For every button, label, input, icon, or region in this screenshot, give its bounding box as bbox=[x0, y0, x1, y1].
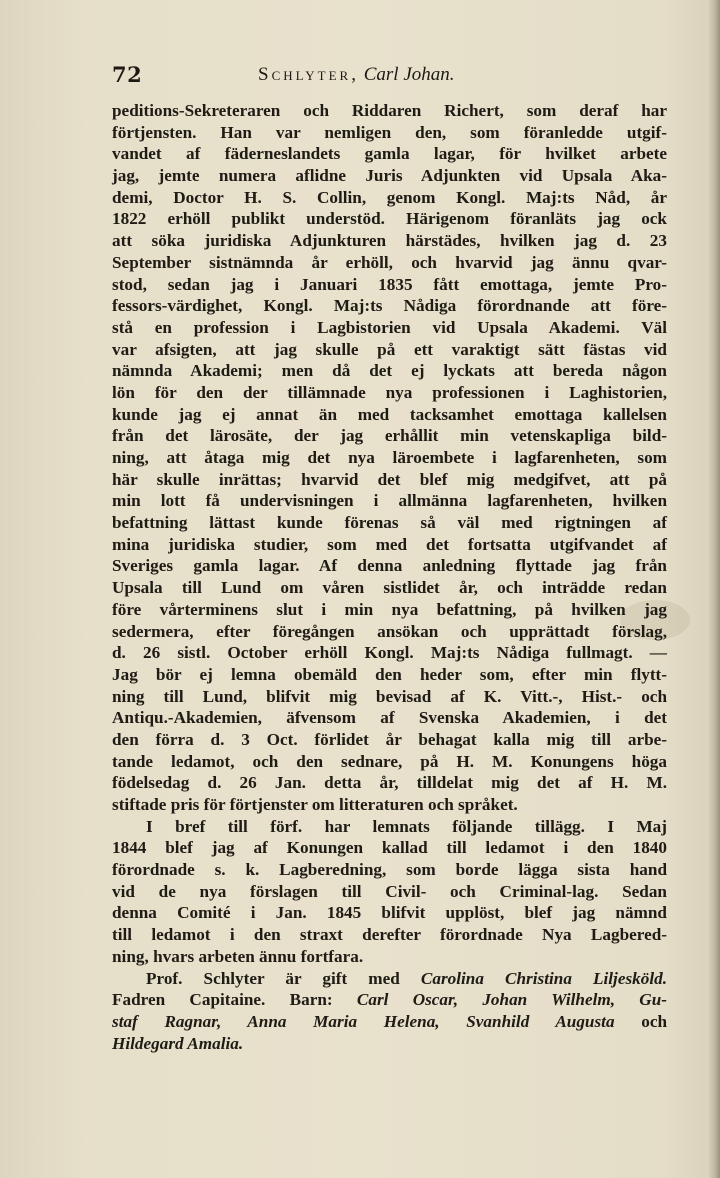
family-line bbox=[112, 1011, 667, 1033]
addendum-line: ning, hvars arbeten ännu fortfara. bbox=[112, 946, 364, 966]
body-text bbox=[112, 100, 667, 1054]
text-line: ning till Lund, blifvit mig bevisad af K. Vitt.-, Hist.- och bbox=[112, 686, 667, 706]
text-line: min lott få undervisningen i allmänna lagfarenheten, hvilken bbox=[112, 491, 667, 511]
addendum-line: 1844 blef jag af Konungen kallad till ledamot i den 1840 bbox=[112, 838, 667, 858]
text-line: Sveriges gamla lagar. Af denna anledning flyttade jag från bbox=[112, 556, 667, 576]
text-line: demi, Doctor H. S. Collin, genom Kongl. Maj:ts Nåd, år bbox=[112, 187, 667, 207]
running-title-given-name: Carl Johan. bbox=[363, 64, 455, 85]
text-line: 1822 erhöll publikt understöd. Härigenom föranläts jag ock bbox=[112, 209, 667, 229]
text-line: den förra d. 3 Oct. förlidet år behagat kalla mig till arbe- bbox=[112, 729, 667, 749]
family-line bbox=[112, 989, 667, 1011]
text-line: Upsala till Lund om våren sistlidet år, och inträdde redan bbox=[112, 578, 667, 598]
text-line: tande ledamot, och den sednare, på H. M. Konungens höga bbox=[112, 751, 667, 771]
text-line: här skulle inrättas; hvarvid det blef mig medgifvet, att på bbox=[112, 469, 667, 489]
text-line: stå en profession i Lagbistorien vid Upsala Akademi. Väl bbox=[112, 317, 667, 337]
text-line: jag, jemte numera aflidne Juris Adjunkten vid Upsala Aka- bbox=[112, 166, 667, 186]
text-line: ning, att åtaga mig det nya läroembete i lagfarenheten, som bbox=[112, 448, 667, 467]
text-line: att söka juridiska Adjunkturen härstädes, hvilken jag d. 23 bbox=[112, 231, 667, 251]
conjunction: och bbox=[641, 1011, 667, 1031]
text-line: var afsigten, att jag skulle på ett varaktigt sätt fästas vid bbox=[112, 339, 667, 359]
children-names: staf Ragnar, Anna Maria Helena, Svanhild Augusta bbox=[112, 1011, 615, 1031]
running-title bbox=[258, 64, 455, 86]
addendum-line: vid de nya förslagen till Civil- och Criminal-lag. Sedan bbox=[112, 881, 667, 901]
running-header bbox=[112, 62, 612, 90]
text-line: stiftade pris för förtjenster om litteraturen och språket. bbox=[112, 795, 518, 814]
addendum-line: denna Comité i Jan. 1845 blifvit upplöst, blef jag nämnd bbox=[112, 903, 667, 923]
text-line: födelsedag d. 26 Jan. detta år, tilldelat mig det af H. M. bbox=[112, 773, 667, 793]
page-edge-shadow bbox=[708, 0, 720, 1178]
text-line: September sistnämnda år erhöll, och hvarvid jag ännu qvar- bbox=[112, 252, 667, 272]
addendum-line: I bref till förf. har lemnats följande tillägg. I Maj bbox=[146, 816, 667, 836]
text-line: Jag bör ej lemna obemäld den heder som, efter min flytt- bbox=[112, 664, 667, 684]
text-line: före vårterminens slut i min nya befattning, på hvilken jag bbox=[112, 599, 667, 619]
wife-name: Carolina Christina Liljesköld. bbox=[420, 968, 668, 988]
text-line: peditions-Sekreteraren och Riddaren Richert, som deraf har bbox=[112, 101, 667, 120]
addendum-line: förordnade s. k. Lagberedning, som borde lägga sista hand bbox=[112, 860, 667, 880]
text-line: stod, sedan jag i Januari 1835 fått emottaga, jemte Pro- bbox=[112, 274, 667, 294]
text-line: kunde jag ej annat än med tacksamhet emottaga kallelsen bbox=[112, 404, 667, 424]
text-line: vandet af fäderneslandets gamla lagar, för hvilket arbete bbox=[112, 144, 667, 164]
text-line: befattning lättast kunde förenas så väl med rigtningen af bbox=[112, 513, 667, 533]
text-line: d. 26 sistl. October erhöll Kongl. Maj:ts Nådiga fullmagt. — bbox=[112, 643, 667, 663]
children-names: Carl Oscar, Johan Wilhelm, Gu- bbox=[356, 990, 667, 1010]
running-title-surname: Schlyter, bbox=[258, 64, 359, 85]
text-line: lön för den der tillämnade nya professionen i Laghistorien, bbox=[112, 382, 667, 402]
family-line bbox=[112, 968, 667, 990]
text-line: förtjensten. Han var nemligen den, som föranledde utgif- bbox=[112, 122, 667, 142]
text-line: nämnda Akademi; men då det ej lyckats att bereda någon bbox=[112, 361, 667, 381]
father-and-children-intro: Fadren Capitaine. Barn: bbox=[112, 990, 333, 1010]
text-line: fessors-värdighet, Kongl. Maj:ts Nådiga förordnande att före- bbox=[112, 296, 667, 316]
text-line: Antiqu.-Akademien, äfvensom af Svenska Akademien, i det bbox=[112, 708, 667, 728]
page-number: 72 bbox=[112, 62, 143, 87]
text-line: sedermera, efter föregången ansökan och upprättadt förslag, bbox=[112, 621, 667, 641]
addendum-line: till ledamot i den straxt derefter förordnade Nya Lagbered- bbox=[112, 925, 667, 945]
family-line: Hildegard Amalia. bbox=[112, 1033, 244, 1053]
family-intro: Prof. Schlyter är gift med bbox=[146, 968, 400, 988]
text-line: mina juridiska studier, som med det fortsatta utgifvandet af bbox=[112, 534, 667, 554]
text-line: från det lärosäte, der jag erhållit min vetenskapliga bild- bbox=[112, 426, 667, 446]
